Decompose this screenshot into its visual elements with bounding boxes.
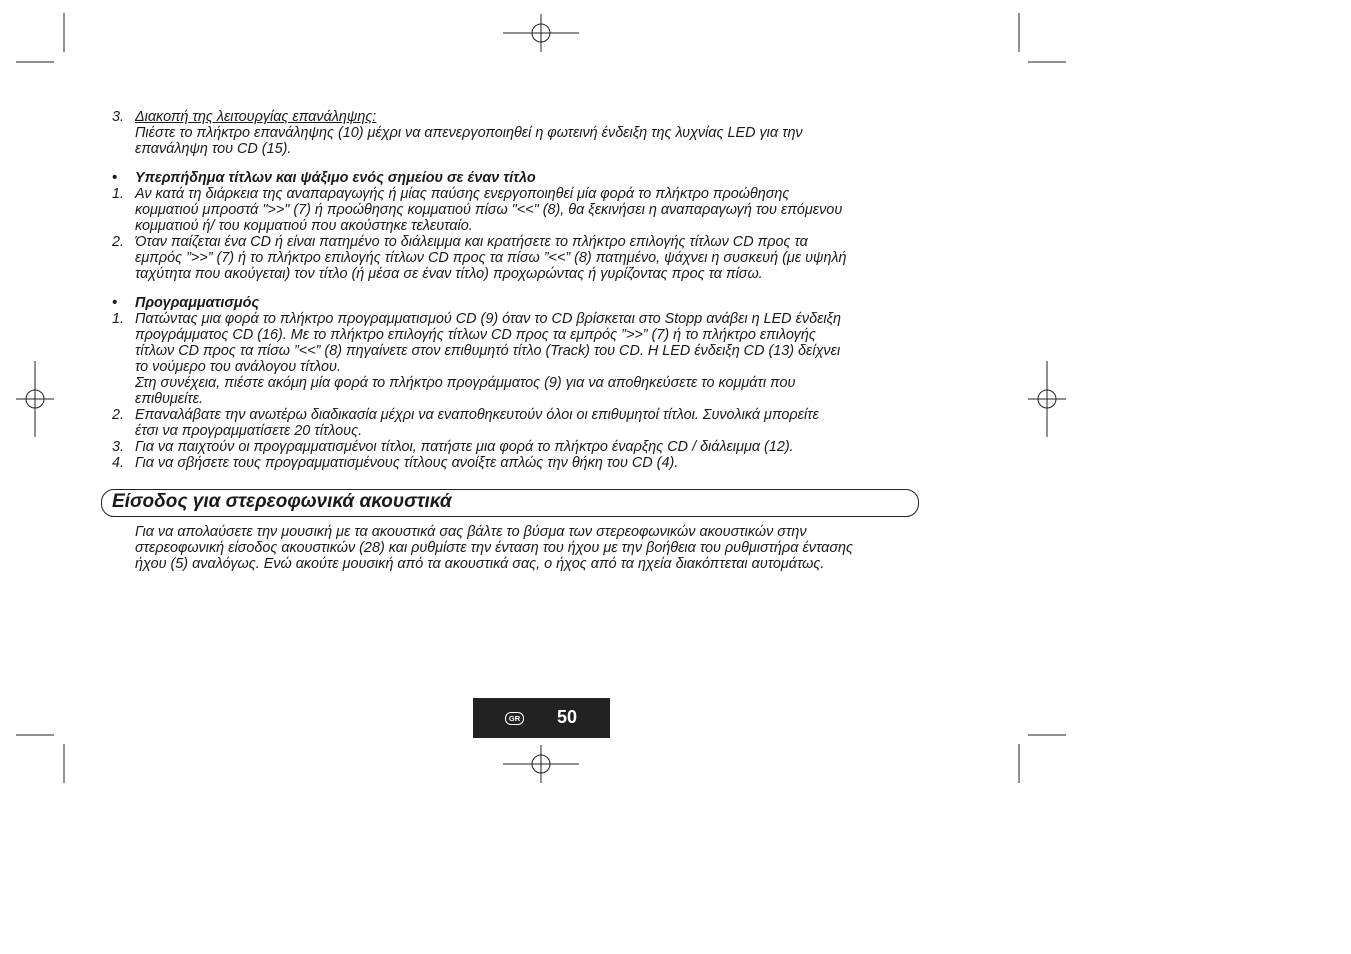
text-line: στερεοφωνική είσοδος ακουστικών (28) και ρυθμίστε την ένταση του ήχου με την βοήθεια του ρυθμιστήρα έντασης — [135, 540, 854, 556]
text-line: εμπρός ”>>” (7) ή το πλήκτρο επιλογής τίτλων CD προς τα πίσω ”<<” (8) πατημένο, ψάχνει η συσκευή (με υψηλή — [135, 250, 847, 266]
list-number: 4. — [112, 455, 125, 471]
subsection-heading: Προγραμματισμός — [135, 295, 260, 311]
text-line: Πατώντας μια φορά το πλήκτρο προγραμματισμού CD (9) όταν το CD βρίσκεται στο Stopp ανάβει η LED ένδειξη — [135, 311, 842, 327]
text-line: τίτλων CD προς τα πίσω ”<<” (8) πηγαίνετε στον επιθυμητό τίτλο (Track) του CD. Η LED ένδειξη CD (13) δείχνει — [135, 343, 841, 359]
list-number: 1. — [112, 311, 125, 327]
bullet: • — [112, 295, 118, 311]
subsection-heading: Υπερπήδημα τίτλων και ψάξιμο ενός σημείου σε έναν τίτλο — [135, 170, 536, 186]
text-line: προγράμματος CD (16). Με το πλήκτρο επιλογής τίτλων CD προς τα εμπρός ”>>” (7) ή το πλήκτρο επιλογής — [135, 327, 816, 343]
text-line: Για να παιχτούν οι προγραμματισμένοι τίτλοι, πατήστε μια φορά το πλήκτρο έναρξης CD / διάλειμμα (12). — [135, 439, 794, 455]
text-line: Για να απολαύσετε την μουσική με τα ακουστικά σας βάλτε το βύσμα των στερεοφωνικών ακουστικών στην — [135, 524, 807, 540]
text-line: ταχύτητα που ακούγεται) τον τίτλο (ή μέσα σε έναν τίτλο) προχωρώντας ή γυρίζοντας προς τα πίσω. — [135, 266, 763, 282]
text-line: Αν κατά τη διάρκεια της αναπαραγωγής ή μίας παύσης ενεργοποιηθεί μία φορά το πλήκτρο προώθησης — [135, 186, 790, 202]
page-number-box — [473, 698, 610, 738]
text-line: Στη συνέχεια, πιέστε ακόμη μία φορά το πλήκτρο προγράμματος (9) για να αποθηκεύσετε το κομμάτι που — [135, 375, 796, 391]
text-line: επανάληψη του CD (15). — [135, 141, 292, 157]
text-line: Όταν παίζεται ένα CD ή είναι πατημένο το διάλειμμα και κρατήσετε το πλήκτρο επιλογής τίτλων CD προς τα — [135, 234, 808, 250]
list-number: 2. — [112, 234, 125, 250]
text-line: κομματιού μπροστά ">>" (7) ή προώθησης κομματιού πίσω "<<" (8), θα ξεκινήσει η αναπαραγωγή του επόμενου — [135, 202, 843, 218]
page-number: 50 — [557, 707, 578, 727]
list-number: 1. — [112, 186, 125, 202]
text-line: έτσι να προγραμματίσετε 20 τίτλους. — [135, 423, 363, 439]
list-number: 2. — [112, 407, 125, 423]
text-line: κομματιού ή/ του κομματιού που ακούστηκε τελευταίο. — [135, 218, 473, 234]
list-number: 3. — [112, 439, 125, 455]
text-line: Για να σβήσετε τους προγραμματισμένους τίτλους ανοίξτε απλώς την θήκη του CD (4). — [135, 455, 679, 471]
section-heading: Είσοδος για στερεοφωνικά ακουστικά — [112, 491, 452, 512]
text-line: επιθυμείτε. — [135, 391, 203, 407]
language-badge: GR — [505, 712, 524, 725]
bullet: • — [112, 170, 118, 186]
text-line: Επαναλάβατε την ανωτέρω διαδικασία μέχρι να εναποθηκευτούν όλοι οι επιθυμητοί τίτλοι. Συνολικά μπορείτε — [135, 407, 819, 423]
subsection-title: Διακοπή της λειτουργίας επανάληψης: — [135, 109, 377, 125]
text-line: το νούμερο του ανάλογου τίτλου. — [135, 359, 341, 375]
text-line: ήχου (5) αναλόγως. Ενώ ακούτε μουσική από τα ακουστικά σας, ο ήχος από τα ηχεία διακόπτεται αυτομάτως. — [135, 556, 825, 572]
text-line: Πιέστε το πλήκτρο επανάληψης (10) μέχρι να απενεργοποιηθεί η φωτεινή ένδειξη της λυχνίας LED για την — [135, 125, 803, 141]
list-number: 3. — [112, 109, 125, 125]
